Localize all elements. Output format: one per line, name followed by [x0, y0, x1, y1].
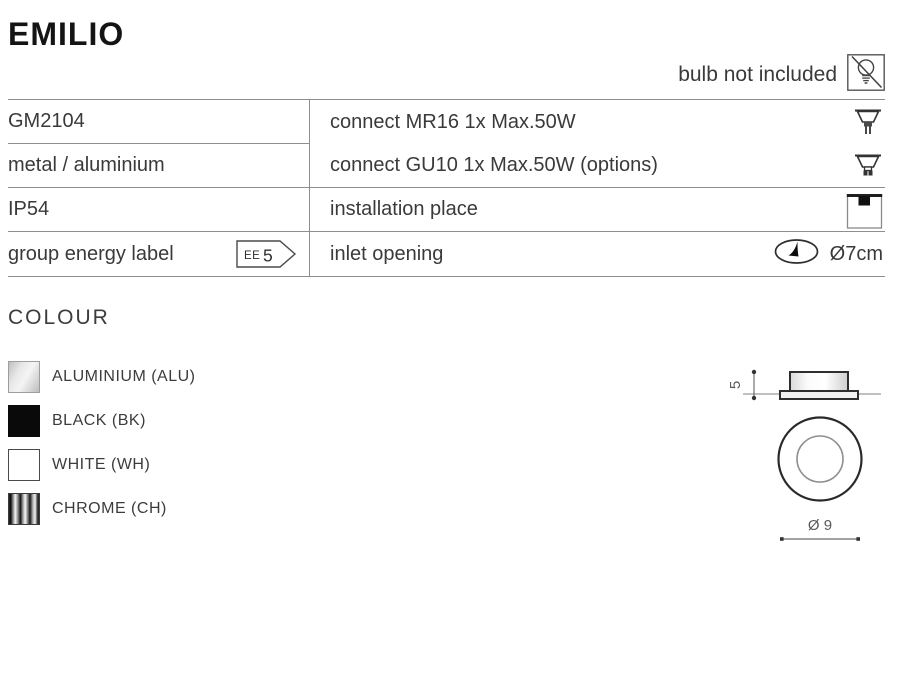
spec-cell-socket-mr16 — [310, 100, 885, 144]
socket-mr16-label: connect MR16 1x Max.50W — [330, 110, 576, 133]
colour-option-label: WHITE (WH) — [52, 456, 151, 473]
colour-heading: COLOUR — [8, 306, 110, 329]
colour-option-black — [8, 405, 196, 437]
spec-cell-material — [8, 144, 310, 187]
mr16-lamp-icon — [853, 107, 883, 137]
colour-option-label: BLACK (BK) — [52, 412, 146, 429]
colour-option-white — [8, 449, 196, 481]
spec-cell-ip — [8, 188, 310, 231]
colour-option-label: ALUMINIUM (ALU) — [52, 368, 196, 385]
diameter-dimension — [780, 517, 860, 541]
white-swatch — [8, 449, 40, 481]
aluminium-swatch — [8, 361, 40, 393]
spec-cell-article — [8, 100, 310, 144]
spec-row-ip — [8, 188, 885, 232]
colour-option-label: CHROME (CH) — [52, 500, 167, 517]
inlet-hole-icon — [774, 238, 820, 271]
height-dimension — [727, 370, 756, 400]
article-number: GM2104 — [8, 110, 85, 132]
spec-cell-socket-gu10 — [310, 144, 885, 187]
inlet-diameter-value: Ø7cm — [829, 242, 883, 265]
colour-option-aluminium — [8, 361, 196, 393]
black-swatch — [8, 405, 40, 437]
spec-row-energy — [8, 232, 885, 276]
side-view — [743, 372, 881, 399]
page-title: EMILIO — [8, 16, 125, 52]
chrome-swatch — [8, 493, 40, 525]
energy-badge-prefix: EE — [244, 250, 261, 262]
bulb-note-label: bulb not included — [678, 63, 837, 86]
inlet-opening-label: inlet opening — [330, 242, 444, 265]
spec-table — [8, 99, 885, 277]
spec-row-article — [8, 100, 885, 144]
spec-cell-installation — [310, 188, 885, 231]
technical-drawing — [700, 342, 900, 562]
bulb-note — [678, 54, 885, 96]
spec-cell-inlet — [310, 232, 885, 276]
colour-options — [8, 361, 196, 525]
diameter-dim-label: Ø 9 — [807, 517, 833, 534]
colour-option-chrome — [8, 493, 196, 525]
spec-cell-energy — [8, 232, 310, 276]
socket-gu10-label: connect GU10 1x Max.50W (options) — [330, 154, 658, 176]
crossed-bulb-icon — [847, 54, 885, 96]
energy-badge-value: 5 — [263, 245, 273, 266]
recessed-ceiling-icon — [846, 190, 883, 230]
height-dim-label: 5 — [727, 380, 744, 390]
top-view — [779, 418, 862, 501]
installation-place-label: installation place — [330, 198, 478, 220]
energy-label-text: group energy label — [8, 242, 174, 265]
spec-row-material — [8, 144, 885, 188]
material-label: metal / aluminium — [8, 154, 165, 176]
ip-rating: IP54 — [8, 198, 50, 220]
energy-class-badge — [236, 240, 297, 268]
gu10-lamp-icon — [853, 151, 883, 181]
